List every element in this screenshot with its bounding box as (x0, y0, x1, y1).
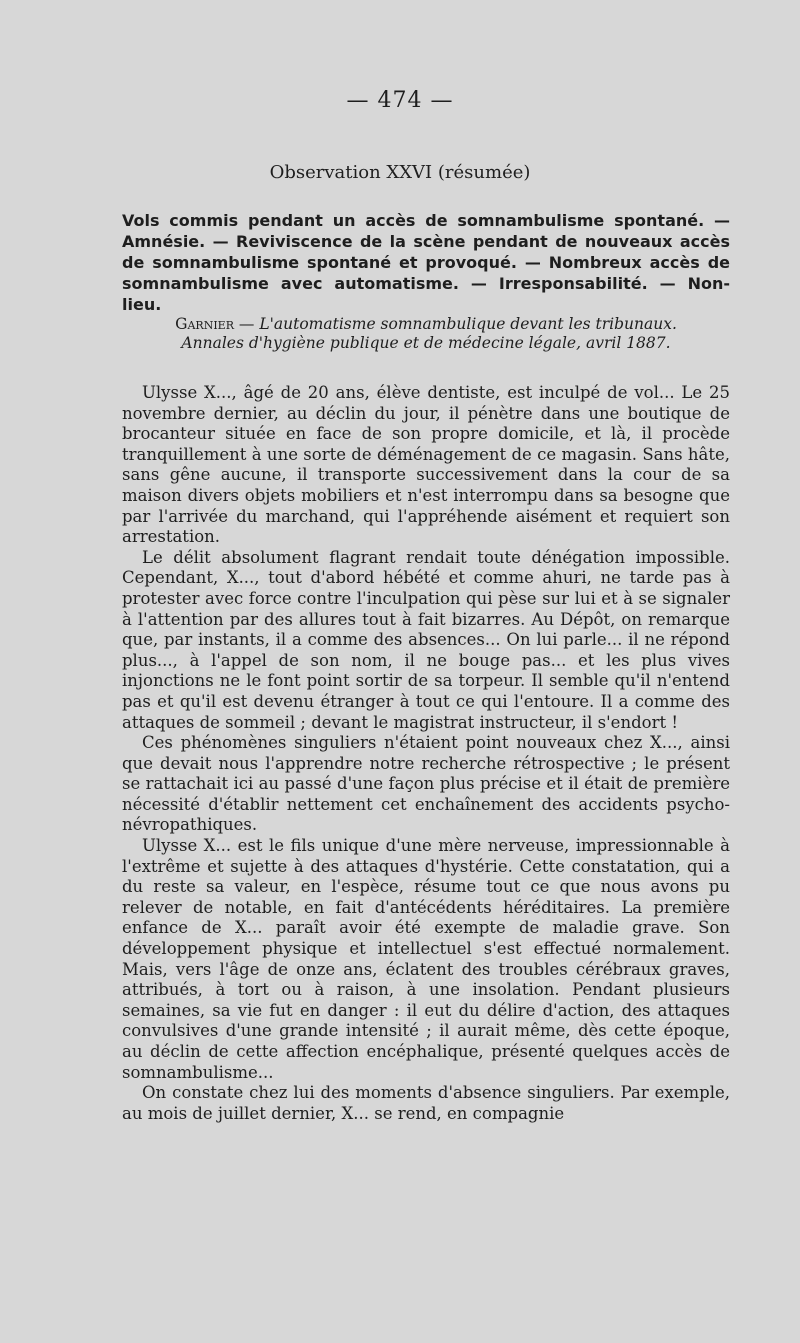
bibliographic-reference (122, 315, 730, 353)
paragraph: Ulysse X..., âgé de 20 ans, élève dentiste, est inculpé de vol... Le 25 novembre dernier, au déclin du jour, il pénètre dans une boutique de brocanteur située en face de son propre domicile, et là, il procède tranquillement à une sorte de déménagement de ce magasin. Sans hâte, sans gêne aucune, il transporte successivement dans la cour de sa maison divers objets mobiliers et n'est interrompu dans sa besogne que par l'arrivée du marchand, qui l'appréhende aisément et requiert son arrestation. (122, 383, 730, 547)
paragraph: Ulysse X... est le fils unique d'une mère nerveuse, impressionnable à l'extrême et sujette à des attaques d'hystérie. Cette constatation, qui a du reste sa valeur, en l'espèce, résume tout ce que nous avons pu relever de notable, en fait d'antécédents héréditaires. La première enfance de X... paraît avoir été exempte de maladie grave. Son développement physique et intellectuel s'est effectué normalement. Mais, vers l'âge de onze ans, éclatent des troubles cérébraux graves, attribués, à tort ou à raison, à une insolation. Pendant plusieurs semaines, sa vie fut en danger : il eut du délire d'action, des attaques convulsives d'une grande intensité ; il aurait même, dès cette époque, au déclin de cette affection encéphalique, présenté quelques accès de somnambulisme... (122, 836, 730, 1082)
reference-journal: Annales d'hygiène publique et de médecine légale, avril 1887. (181, 334, 671, 352)
body-text (122, 383, 730, 1124)
observation-title: Observation XXVI (résumée) (269, 162, 531, 183)
page-number: — 474 — (346, 88, 454, 113)
paragraph: On constate chez lui des moments d'absence singuliers. Par exemple, au mois de juillet dernier, X... se rend, en compagnie (122, 1083, 730, 1123)
reference-work: L'automatisme somnambulique devant les tribunaux. (259, 315, 677, 333)
reference-author: Garnier (175, 315, 234, 333)
summary-heading: Vols commis pendant un accès de somnambulisme spontané. — Amnésie. — Reviviscence de la scène pendant de nouveaux accès de somnambulisme spontané et provoqué. — Nombreux accès de somnambulisme avec automatisme. — Irresponsabilité. — Non-lieu. (122, 211, 730, 314)
reference-dash: — (233, 315, 260, 333)
paragraph: Le délit absolument flagrant rendait toute dénégation impossible. Cependant, X..., tout d'abord hébété et comme ahuri, ne tarde pas à protester avec force contre l'inculpation qui pèse sur lui et à se signaler à l'attention par des allures tout à fait bizarres. Au Dépôt, on remarque que, par instants, il a comme des absences... On lui parle... il ne répond plus..., à l'appel de son nom, il ne bouge pas... et les plus vives injonctions ne le font point sortir de sa torpeur. Il semble qu'il n'entend pas et qu'il est devenu étranger à tout ce qui l'entoure. Il a comme des attaques de sommeil ; devant le magistrat instructeur, il s'endort ! (122, 547, 730, 732)
paragraph: Ces phénomènes singuliers n'étaient point nouveaux chez X..., ainsi que devait nous l'apprendre notre recherche rétrospective ; le présent se rattachait ici au passé d'une façon plus précise et il était de première nécessité d'établir nettement cet enchaînement des accidents psycho-névropathiques. (122, 733, 730, 835)
